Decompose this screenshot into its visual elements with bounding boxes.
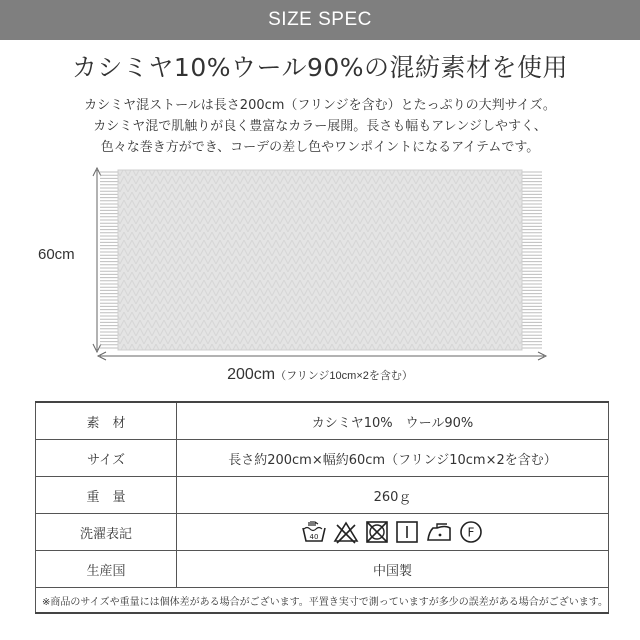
width-note: （フリンジ10cm×2を含む） (275, 370, 413, 382)
no-bleach-icon (333, 520, 359, 544)
table-row (36, 440, 609, 477)
spec-note: ※商品のサイズや重量には個体差がある場合がございます。平置き実寸で測っていますが多少の誤差がある場合がございます。 (36, 588, 609, 614)
spec-value-size: 長さ約200cm×幅約60cm（フリンジ10cm×2を含む） (177, 440, 609, 477)
description-line-1: カシミヤ混ストールは長さ200cm（フリンジを含む）とたっぷりの大判サイズ。 (84, 98, 556, 113)
table-row (36, 477, 609, 514)
table-row (36, 514, 609, 551)
dry-clean-letter: F (468, 525, 475, 540)
table-row (36, 588, 609, 614)
header-title: SIZE SPEC (268, 9, 372, 30)
stole-illustration (0, 160, 640, 390)
page-header (0, 0, 640, 40)
width-label (0, 366, 640, 384)
spec-key-origin: 生産国 (36, 551, 177, 588)
left-fringe (100, 172, 118, 348)
description-line-2: カシミヤ混で肌触りが良く豊富なカラー展開。長さも幅もアレンジしやすく、 (93, 119, 547, 134)
line-dry-icon (395, 520, 419, 544)
spec-table (35, 401, 609, 614)
right-fringe (522, 172, 542, 348)
no-tumble-dry-icon (365, 520, 389, 544)
stole-body (118, 170, 522, 350)
size-diagram (0, 160, 640, 390)
spec-value-origin: 中国製 (177, 551, 609, 588)
description (10, 95, 630, 158)
hand-wash-temp: 40 (310, 533, 319, 541)
spec-key-care: 洗濯表記 (36, 514, 177, 551)
height-arrow (93, 168, 101, 352)
spec-key-weight: 重 量 (36, 477, 177, 514)
table-row (36, 402, 609, 440)
table-row (36, 551, 609, 588)
height-label: 60cm (38, 246, 75, 263)
spec-key-material: 素 材 (36, 402, 177, 440)
hand-wash-icon (301, 520, 327, 544)
page-title: カシミヤ10%ウール90%の混紡素材を使用 (71, 53, 569, 82)
spec-value-care (177, 514, 609, 551)
spec-key-size: サイズ (36, 440, 177, 477)
spec-value-weight: 260ｇ (177, 477, 609, 514)
description-line-3: 色々な巻き方ができ、コーデの差し色やワンポイントになるアイテムです。 (100, 140, 540, 155)
width-value: 200cm (227, 366, 276, 383)
dry-clean-f-icon (459, 520, 483, 544)
width-arrow (98, 352, 546, 360)
low-iron-icon (425, 520, 453, 544)
spec-value-material: カシミヤ10% ウール90% (177, 402, 609, 440)
